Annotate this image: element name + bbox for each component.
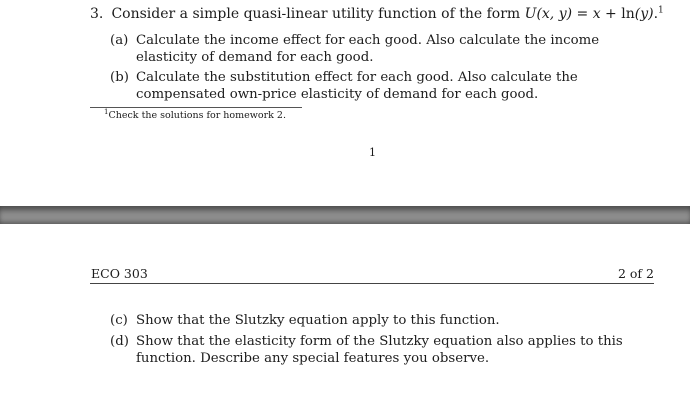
formula-lhs: U xyxy=(524,6,537,22)
part-c-label: (c) xyxy=(110,313,128,328)
footnote-rule xyxy=(90,107,302,108)
page-separator xyxy=(0,206,690,224)
formula-args: (x, y) xyxy=(536,6,573,22)
question-number: 3. xyxy=(90,6,104,22)
question-3 xyxy=(90,6,664,22)
part-b-label: (b) xyxy=(110,70,129,85)
part-d-label: (d) xyxy=(110,334,129,349)
part-c xyxy=(110,312,655,329)
formula-end: . xyxy=(653,6,659,22)
header-rule xyxy=(90,283,654,284)
formula-ln-arg: (y) xyxy=(634,6,654,22)
formula-eq: = x + xyxy=(572,6,622,22)
part-a-label: (a) xyxy=(110,33,129,48)
formula-ln: ln xyxy=(621,6,635,22)
course-header: ECO 303 xyxy=(91,266,148,281)
page-number: 1 xyxy=(369,146,376,159)
part-b-text: Calculate the substitution effect for each good. Also calculate the compensated own-price elasticity of demand for each good. xyxy=(136,70,578,102)
part-d xyxy=(110,333,655,367)
part-a xyxy=(110,32,655,66)
part-c-text: Show that the Slutzky equation apply to this function. xyxy=(136,313,500,328)
part-d-text: Show that the elasticity form of the Slutzky equation also applies to this function. Describe any special features you observe. xyxy=(136,334,623,366)
footnote-ref: 1 xyxy=(658,5,664,16)
page-count-header: 2 of 2 xyxy=(617,266,654,281)
utility-formula xyxy=(525,6,658,22)
page-two xyxy=(0,224,690,412)
footnote-mark: 1 xyxy=(104,107,109,116)
part-b xyxy=(110,69,655,103)
question-text: Consider a simple quasi-linear utility function of the form xyxy=(111,6,521,22)
footnote xyxy=(104,107,286,121)
part-a-text: Calculate the income effect for each good. Also calculate the income elasticity of demand for each good. xyxy=(136,33,600,65)
footnote-text: Check the solutions for homework 2. xyxy=(108,110,286,121)
